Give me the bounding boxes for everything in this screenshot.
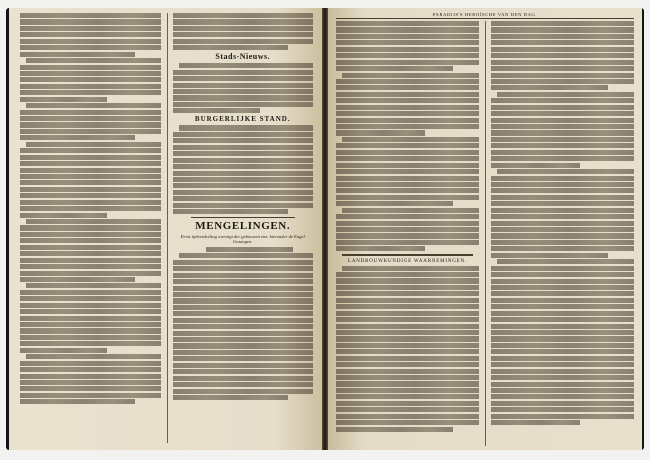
text-line [173, 108, 260, 113]
text-line [336, 343, 479, 348]
text-line [491, 420, 580, 425]
text-line [20, 97, 107, 102]
text-line [20, 168, 161, 173]
text-line [491, 388, 634, 393]
text-line [20, 200, 161, 205]
text-line [336, 188, 479, 193]
text-line [173, 369, 314, 374]
heading-stads-nieuws: Stads-Nieuws. [215, 52, 271, 62]
text-line [491, 73, 634, 78]
text-line [491, 111, 634, 116]
text-line [491, 362, 634, 367]
text-line [491, 253, 608, 258]
text-line [491, 407, 634, 412]
text-line [173, 39, 314, 44]
text-line [173, 76, 314, 81]
text-line [20, 245, 161, 250]
text-line [173, 260, 314, 265]
text-line [173, 95, 314, 100]
text-line [336, 47, 479, 52]
text-line [342, 266, 479, 271]
text-line [336, 150, 479, 155]
text-line [491, 414, 634, 419]
text-line [336, 401, 479, 406]
text-line [20, 238, 161, 243]
text-line [20, 328, 161, 333]
text-line [20, 335, 161, 340]
text-line [336, 349, 479, 354]
text-line [336, 182, 479, 187]
text-line [173, 177, 314, 182]
text-line [173, 89, 314, 94]
text-line [20, 122, 161, 127]
text-line [491, 324, 634, 329]
heading-mengelingen: MENGELINGEN. [195, 219, 291, 232]
text-line [20, 380, 161, 385]
text-line [491, 343, 634, 348]
text-line [336, 124, 479, 129]
text-line [173, 356, 314, 361]
text-line [179, 125, 314, 130]
text-line [173, 395, 288, 400]
text-line [491, 394, 634, 399]
text-line [173, 318, 314, 323]
text-line [20, 13, 161, 18]
text-line [336, 34, 479, 39]
text-line [491, 285, 634, 290]
mengelingen-subtitle: Eerst tijdverdeeling overzigt der gebouwen enz. hieronder de Engel Gezangen. [180, 233, 305, 245]
text-line [26, 283, 161, 288]
text-line [20, 277, 135, 282]
text-line [491, 53, 634, 58]
text-line [336, 356, 479, 361]
left-page-column-1 [20, 13, 161, 443]
text-line [336, 163, 479, 168]
text-line [26, 58, 161, 63]
text-line [497, 169, 634, 174]
text-line [342, 73, 479, 78]
heading-landbouwkundige: LANDBOUWKUNDIGE WAARNEMINGEN. [348, 258, 467, 264]
left-page-column-2 [167, 13, 314, 443]
text-line [336, 278, 479, 283]
text-line [20, 135, 135, 140]
text-line [173, 343, 314, 348]
text-line [173, 266, 314, 271]
text-line [491, 98, 634, 103]
text-line [336, 201, 453, 206]
text-line [336, 304, 479, 309]
text-line [20, 296, 161, 301]
text-line [491, 130, 634, 135]
text-line [491, 201, 634, 206]
text-line [20, 399, 135, 404]
text-line [336, 195, 479, 200]
text-line [173, 138, 314, 143]
text-line [491, 118, 634, 123]
text-line [491, 401, 634, 406]
text-line [491, 66, 634, 71]
text-line [342, 137, 479, 142]
text-line [20, 264, 161, 269]
text-line [173, 203, 314, 208]
text-line [173, 324, 314, 329]
text-line [491, 85, 608, 90]
text-line [336, 369, 479, 374]
text-line [491, 221, 634, 226]
text-line [20, 213, 107, 218]
text-line [20, 393, 161, 398]
text-line [173, 298, 314, 303]
right-page-column-2 [485, 21, 634, 446]
text-line [491, 246, 634, 251]
text-line [20, 367, 161, 372]
text-line [336, 21, 479, 26]
text-line [173, 83, 314, 88]
text-line [26, 103, 161, 108]
text-line [20, 251, 161, 256]
text-line [173, 145, 314, 150]
text-line [491, 214, 634, 219]
text-line [491, 34, 634, 39]
text-line [336, 375, 479, 380]
right-page-column-1 [336, 21, 479, 446]
text-line [491, 375, 634, 380]
text-line [20, 271, 161, 276]
text-line [173, 45, 288, 50]
text-line [336, 130, 425, 135]
text-line [336, 285, 479, 290]
text-line [336, 291, 479, 296]
text-line [173, 279, 314, 284]
text-line [491, 47, 634, 52]
text-line [20, 148, 161, 153]
text-line [173, 286, 314, 291]
text-line [173, 389, 314, 394]
text-line [336, 79, 479, 84]
text-line [336, 118, 479, 123]
text-line [491, 304, 634, 309]
text-line [173, 151, 314, 156]
text-line [491, 188, 634, 193]
text-line [20, 206, 161, 211]
text-line [173, 376, 314, 381]
text-line [173, 350, 314, 355]
text-line [336, 330, 479, 335]
text-line [336, 40, 479, 45]
text-line [336, 414, 479, 419]
text-line [173, 19, 314, 24]
text-line [336, 27, 479, 32]
text-line [336, 394, 479, 399]
text-line [179, 63, 314, 68]
text-line [491, 27, 634, 32]
heading-burgerlijke-stand: BURGERLIJKE STAND. [194, 115, 291, 124]
text-line [179, 253, 314, 258]
text-line [206, 247, 293, 252]
text-line [173, 363, 314, 368]
text-line [336, 60, 479, 65]
text-line [491, 21, 634, 26]
text-line [173, 305, 314, 310]
text-line [20, 161, 161, 166]
text-line [20, 348, 107, 353]
text-line [336, 92, 479, 97]
text-line [336, 272, 479, 277]
scan-frame [6, 8, 644, 450]
left-page [9, 8, 322, 450]
text-line [336, 427, 453, 432]
text-line [20, 341, 161, 346]
text-line [20, 174, 161, 179]
text-line [20, 303, 161, 308]
text-line [20, 77, 161, 82]
text-line [491, 208, 634, 213]
text-line [20, 180, 161, 185]
text-line [173, 183, 314, 188]
text-line [336, 233, 479, 238]
text-line [173, 190, 314, 195]
text-line [336, 66, 453, 71]
text-line [173, 337, 314, 342]
text-line [336, 169, 479, 174]
text-line [20, 290, 161, 295]
text-line [20, 110, 161, 115]
text-line [491, 336, 634, 341]
text-line [342, 208, 479, 213]
text-line [336, 246, 425, 251]
text-line [491, 266, 634, 271]
text-line [336, 324, 479, 329]
text-line [173, 13, 314, 18]
text-line [173, 273, 314, 278]
text-line [20, 155, 161, 160]
text-line [20, 90, 161, 95]
text-line [491, 298, 634, 303]
text-line [336, 362, 479, 367]
text-line [20, 309, 161, 314]
text-line [20, 386, 161, 391]
text-line [173, 102, 314, 107]
text-line [173, 209, 288, 214]
text-line [491, 163, 580, 168]
text-line [491, 356, 634, 361]
text-line [20, 322, 161, 327]
text-line [336, 407, 479, 412]
text-line [497, 92, 634, 97]
text-line [173, 26, 314, 31]
text-line [491, 195, 634, 200]
text-line [491, 176, 634, 181]
text-line [20, 361, 161, 366]
text-line [20, 71, 161, 76]
text-line [173, 311, 314, 316]
text-line [173, 70, 314, 75]
text-line [20, 39, 161, 44]
text-line [491, 182, 634, 187]
text-line [336, 311, 479, 316]
text-line [336, 298, 479, 303]
text-line [336, 156, 479, 161]
running-head: PARADIJS'S HEROÏSCHE VAN DEN DAG. [336, 12, 634, 19]
text-line [20, 19, 161, 24]
text-line [336, 381, 479, 386]
text-line [491, 349, 634, 354]
right-page [328, 8, 642, 450]
text-line [491, 156, 634, 161]
section-rule [191, 217, 296, 218]
text-line [20, 225, 161, 230]
text-line [20, 374, 161, 379]
text-line [491, 291, 634, 296]
text-line [491, 60, 634, 65]
text-line [26, 142, 161, 147]
text-line [491, 143, 634, 148]
text-line [336, 105, 479, 110]
text-line [336, 388, 479, 393]
text-line [173, 132, 314, 137]
text-line [491, 240, 634, 245]
text-line [20, 52, 135, 57]
text-line [20, 129, 161, 134]
text-line [491, 79, 634, 84]
text-line [26, 354, 161, 359]
text-line [20, 316, 161, 321]
text-line [173, 292, 314, 297]
text-line [491, 40, 634, 45]
text-line [173, 32, 314, 37]
text-line [491, 311, 634, 316]
text-line [26, 219, 161, 224]
text-line [20, 232, 161, 237]
text-line [20, 187, 161, 192]
text-line [336, 336, 479, 341]
text-line [336, 85, 479, 90]
section-rule [342, 254, 473, 255]
text-line [336, 176, 479, 181]
text-line [173, 158, 314, 163]
text-line [497, 259, 634, 264]
text-line [20, 116, 161, 121]
text-line [20, 258, 161, 263]
text-line [336, 143, 479, 148]
text-line [491, 279, 634, 284]
text-line [491, 317, 634, 322]
text-line [491, 369, 634, 374]
text-line [491, 233, 634, 238]
text-line [336, 53, 479, 58]
text-line [20, 65, 161, 70]
text-line [491, 227, 634, 232]
text-line [491, 105, 634, 110]
text-line [173, 164, 314, 169]
text-line [20, 45, 161, 50]
text-line [20, 84, 161, 89]
text-line [336, 317, 479, 322]
text-line [336, 240, 479, 245]
text-line [336, 214, 479, 219]
text-line [173, 196, 314, 201]
text-line [491, 137, 634, 142]
text-line [173, 171, 314, 176]
text-line [336, 227, 479, 232]
text-line [491, 150, 634, 155]
text-line [491, 124, 634, 129]
text-line [173, 382, 314, 387]
text-line [491, 272, 634, 277]
text-line [336, 221, 479, 226]
text-line [336, 111, 479, 116]
text-line [20, 193, 161, 198]
text-line [336, 420, 479, 425]
text-line [20, 26, 161, 31]
text-line [491, 330, 634, 335]
text-line [20, 32, 161, 37]
text-line [336, 98, 479, 103]
text-line [491, 382, 634, 387]
text-line [173, 331, 314, 336]
